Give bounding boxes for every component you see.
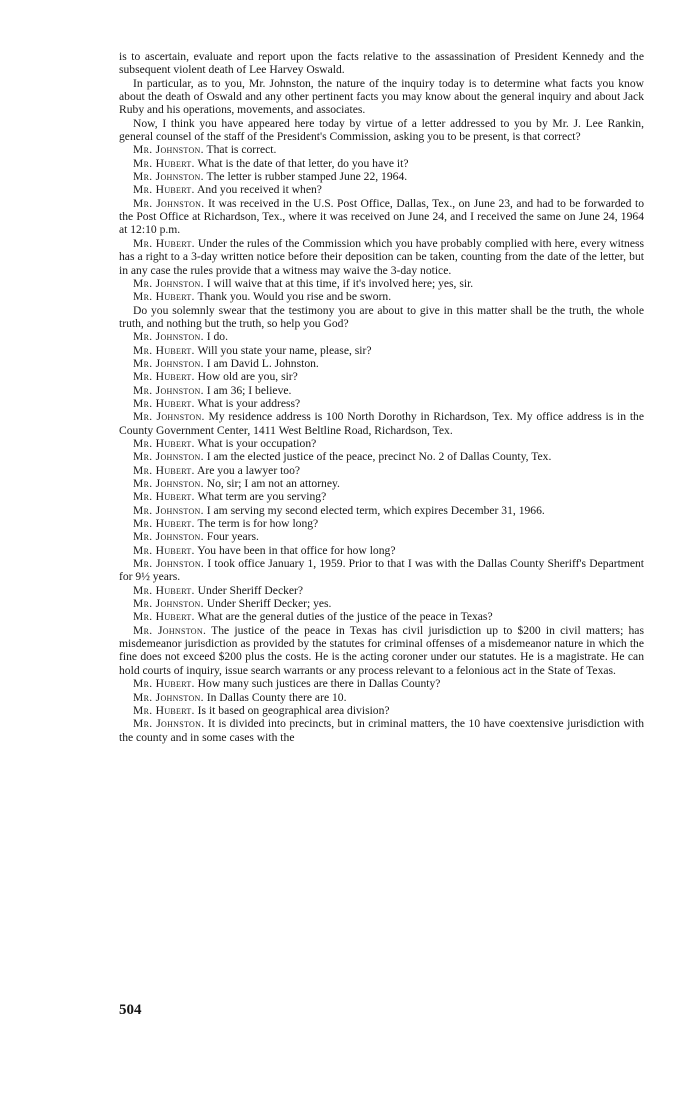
transcript-paragraph bbox=[119, 143, 644, 156]
speaker-label: Mr. Johnston. bbox=[133, 623, 207, 637]
speaker-label: Mr. Hubert. bbox=[133, 543, 195, 557]
speaker-label: Mr. Johnston. bbox=[133, 503, 204, 517]
paragraph-text: I am the elected justice of the peace, precinct No. 2 of Dallas County, Tex. bbox=[206, 450, 552, 464]
paragraph-text: I am serving my second elected term, which expires December 31, 1966. bbox=[206, 503, 545, 517]
paragraph-text: I am David L. Johnston. bbox=[206, 356, 319, 370]
speaker-label: Mr. Hubert. bbox=[133, 517, 195, 531]
transcript-paragraph bbox=[119, 304, 644, 331]
paragraph-text: What is your address? bbox=[197, 396, 301, 410]
speaker-label: Mr. Hubert. bbox=[133, 290, 195, 304]
speaker-label: Mr. Hubert. bbox=[133, 490, 195, 504]
transcript-paragraph bbox=[119, 610, 644, 623]
transcript-paragraph bbox=[119, 504, 644, 517]
transcript-paragraph bbox=[119, 437, 644, 450]
transcript-paragraph bbox=[119, 597, 644, 610]
transcript-paragraph bbox=[119, 584, 644, 597]
speaker-label: Mr. Johnston. bbox=[133, 330, 204, 344]
transcript-paragraph bbox=[119, 290, 644, 303]
transcript-paragraph bbox=[119, 157, 644, 170]
transcript-paragraph bbox=[119, 197, 644, 237]
paragraph-text: The justice of the peace in Texas has civil jurisdiction up to $200 in civil matters; has misdemeanor jurisdiction as provided by the statutes for criminal offenses of a misdemeanor nature in which the fine does not exceed $200 plus the costs. He is the acting coroner under our statutes. He is a magistrate. He can hold courts of inquiry, issue search warrants or any process relevant to a felonious act in the State of Texas. bbox=[119, 623, 644, 677]
speaker-label: Mr. Hubert. bbox=[133, 156, 195, 170]
speaker-label: Mr. Johnston. bbox=[133, 557, 205, 571]
speaker-label: Mr. Hubert. bbox=[133, 436, 195, 450]
paragraph-text: I do. bbox=[206, 330, 229, 344]
transcript-paragraph bbox=[119, 370, 644, 383]
paragraph-text: You have been in that office for how long? bbox=[197, 543, 396, 557]
speaker-label: Mr. Hubert. bbox=[133, 183, 195, 197]
paragraph-text: That is correct. bbox=[206, 143, 277, 157]
speaker-label: Mr. Hubert. bbox=[133, 236, 195, 250]
speaker-label: Mr. Hubert. bbox=[133, 396, 195, 410]
paragraph-text: The letter is rubber stamped June 22, 1964. bbox=[206, 170, 408, 184]
speaker-label: Mr. Hubert. bbox=[133, 583, 195, 597]
speaker-label: Mr. Johnston. bbox=[133, 196, 205, 210]
transcript-paragraph bbox=[119, 77, 644, 117]
paragraph-text: What is your occupation? bbox=[197, 436, 317, 450]
transcript-paragraph bbox=[119, 117, 644, 144]
transcript-paragraph bbox=[119, 384, 644, 397]
paragraph-text: Now, I think you have appeared here today by virtue of a letter addressed to you by Mr. J. Lee Rankin, general counsel of the staff of the President's Commission, asking you to be present, is that correct? bbox=[119, 116, 644, 144]
paragraph-text: Under Sheriff Decker; yes. bbox=[206, 597, 332, 611]
paragraph-text: Four years. bbox=[206, 530, 259, 544]
transcript-paragraph bbox=[119, 330, 644, 343]
paragraph-text: It is divided into precincts, but in criminal matters, the 10 have coextensive jurisdiction with the county and in some cases with the bbox=[119, 717, 644, 744]
paragraph-text: Do you solemnly swear that the testimony you are about to give in this matter shall be the truth, the whole truth, and nothing but the truth, so help you God? bbox=[119, 303, 644, 330]
transcript-paragraph bbox=[119, 50, 644, 77]
transcript-paragraph bbox=[119, 237, 644, 277]
speaker-label: Mr. Johnston. bbox=[133, 477, 204, 490]
speaker-label: Mr. Hubert. bbox=[133, 677, 195, 691]
transcript-paragraph bbox=[119, 557, 644, 584]
speaker-label: Mr. Hubert. bbox=[133, 610, 195, 624]
paragraph-text: In particular, as to you, Mr. Johnston, the nature of the inquiry today is to determine what facts you know about the death of Oswald and any other pertinent facts you may know about the general inquiry and about Jack Ruby and his operations, movements, and associates. bbox=[119, 76, 644, 117]
transcript-paragraph bbox=[119, 464, 644, 477]
transcript-paragraph bbox=[119, 477, 644, 490]
transcript-paragraph bbox=[119, 624, 644, 677]
paragraph-text: I took office January 1, 1959. Prior to that I was with the Dallas County Sheriff's Department for 9½ years. bbox=[119, 557, 644, 584]
speaker-label: Mr. Johnston. bbox=[133, 170, 204, 184]
transcript-paragraph bbox=[119, 704, 644, 717]
speaker-label: Mr. Hubert. bbox=[133, 370, 195, 384]
transcript-paragraph bbox=[119, 170, 644, 183]
speaker-label: Mr. Johnston. bbox=[133, 450, 204, 464]
paragraph-text: What are the general duties of the justice of the peace in Texas? bbox=[197, 610, 493, 624]
transcript-paragraph bbox=[119, 357, 644, 370]
transcript-paragraph bbox=[119, 544, 644, 557]
transcript-paragraph bbox=[119, 397, 644, 410]
speaker-label: Mr. Johnston. bbox=[133, 717, 205, 731]
transcript-paragraph bbox=[119, 677, 644, 690]
paragraph-text: I will waive that at this time, if it's involved here; yes, sir. bbox=[206, 276, 474, 290]
transcript-paragraph bbox=[119, 517, 644, 530]
transcript-paragraph bbox=[119, 277, 644, 290]
paragraph-text: No, sir; I am not an attorney. bbox=[206, 477, 340, 490]
paragraph-text: Are you a lawyer too? bbox=[197, 463, 301, 477]
speaker-label: Mr. Hubert. bbox=[133, 703, 195, 717]
transcript-paragraph bbox=[119, 450, 644, 463]
speaker-label: Mr. Johnston. bbox=[133, 597, 204, 611]
transcript-paragraph bbox=[119, 344, 644, 357]
transcript-paragraph bbox=[119, 530, 644, 543]
transcript-paragraph bbox=[119, 183, 644, 196]
paragraph-text: Will you state your name, please, sir? bbox=[197, 343, 372, 357]
speaker-label: Mr. Johnston. bbox=[133, 383, 204, 397]
paragraph-text: It was received in the U.S. Post Office, Dallas, Tex., on June 23, and had to be forwarded to the Post Office at Richardson, Tex., where it was received on June 24, and I received the same on June 24, 1964 at 12:10 p.m. bbox=[119, 196, 644, 237]
speaker-label: Mr. Johnston. bbox=[133, 410, 205, 424]
paragraph-text: Thank you. Would you rise and be sworn. bbox=[197, 290, 392, 304]
page-number: 504 bbox=[119, 1002, 142, 1018]
paragraph-text: The term is for how long? bbox=[197, 517, 319, 531]
speaker-label: Mr. Hubert. bbox=[133, 343, 195, 357]
speaker-label: Mr. Johnston. bbox=[133, 356, 204, 370]
paragraph-text: What term are you serving? bbox=[197, 490, 327, 504]
paragraph-text: In Dallas County there are 10. bbox=[206, 690, 347, 704]
transcript-paragraph bbox=[119, 490, 644, 503]
speaker-label: Mr. Johnston. bbox=[133, 530, 204, 544]
paragraph-text: is to ascertain, evaluate and report upon the facts relative to the assassination of President Kennedy and the subsequent violent death of Lee Harvey Oswald. bbox=[119, 50, 644, 77]
transcript-paragraph bbox=[119, 717, 644, 744]
paragraph-text: What is the date of that letter, do you have it? bbox=[197, 156, 409, 170]
paragraph-text: My residence address is 100 North Dorothy in Richardson, Tex. My office address is in the County Government Center, 1411 West Beltline Road, Richardson, Tex. bbox=[119, 410, 644, 437]
speaker-label: Mr. Johnston. bbox=[133, 143, 204, 157]
paragraph-text: And you received it when? bbox=[197, 183, 322, 197]
paragraph-text: Is it based on geographical area division? bbox=[197, 703, 390, 717]
speaker-label: Mr. Johnston. bbox=[133, 690, 204, 704]
transcript-paragraph bbox=[119, 410, 644, 437]
transcript-paragraph bbox=[119, 691, 644, 704]
paragraph-text: I am 36; I believe. bbox=[206, 383, 292, 397]
speaker-label: Mr. Johnston. bbox=[133, 276, 204, 290]
paragraph-text: How many such justices are there in Dallas County? bbox=[197, 677, 441, 691]
speaker-label: Mr. Hubert. bbox=[133, 463, 195, 477]
transcript-body bbox=[119, 50, 644, 744]
paragraph-text: Under Sheriff Decker? bbox=[197, 583, 304, 597]
paragraph-text: How old are you, sir? bbox=[197, 370, 298, 384]
paragraph-text: Under the rules of the Commission which you have probably complied with here, every witness has a right to a 3-day written notice before their deposition can be taken, counting from the date of the letter, but in any case the rules provide that a witness may waive the 3-day notice. bbox=[119, 236, 644, 277]
